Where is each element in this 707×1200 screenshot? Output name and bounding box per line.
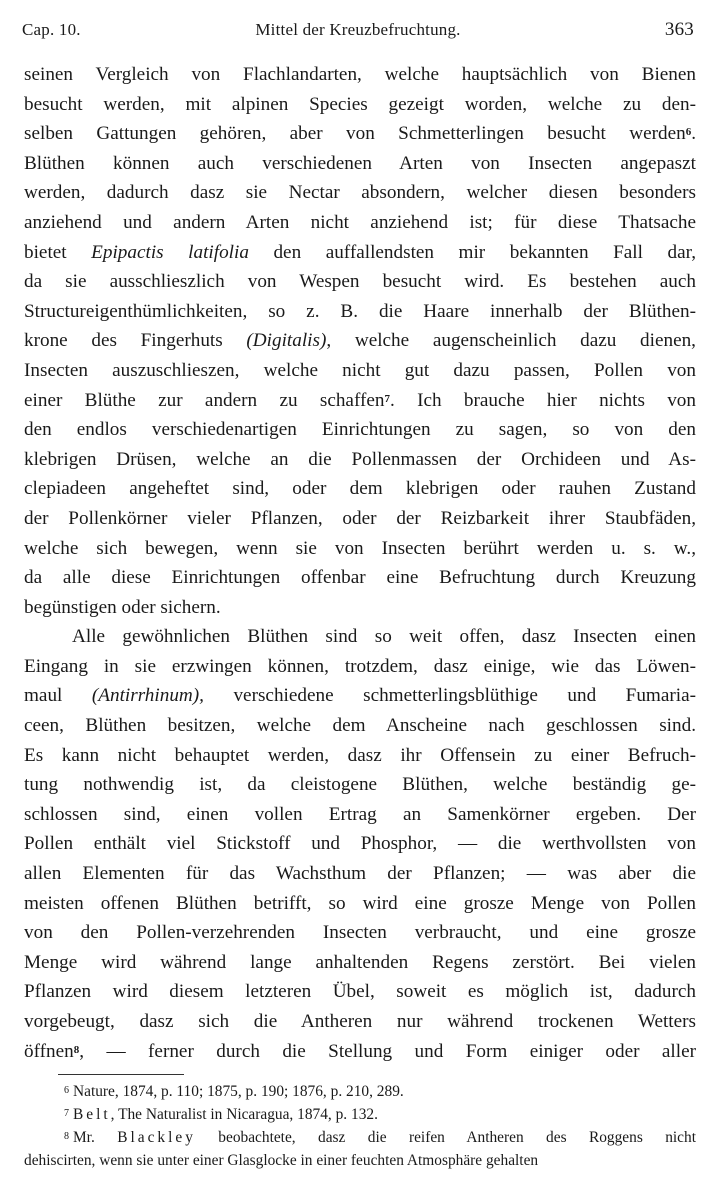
text-line bbox=[24, 474, 696, 504]
text-line bbox=[24, 800, 696, 830]
text-segment: Es kann nicht behauptet werden, dasz ihr Offensein zu einer Befruch- bbox=[24, 744, 696, 766]
text-segment: verschiedene schmetterlingsblüthige und Fumaria- bbox=[203, 685, 696, 707]
text-line bbox=[24, 1007, 696, 1037]
text-segment: einer Blüthe zur andern zu schaffen bbox=[24, 389, 385, 411]
text-segment: Eingang in sie erzwingen können, trotzdem, dasz einige, wie das Löwen- bbox=[24, 655, 696, 677]
footnote bbox=[24, 1103, 696, 1126]
text-segment: krone des Fingerhuts bbox=[24, 330, 247, 352]
text-line bbox=[24, 178, 696, 208]
text-line bbox=[24, 711, 696, 741]
text-segment: werden, dadurch dasz sie Nectar absondern, welcher diesen besonders bbox=[24, 182, 696, 204]
text-line bbox=[24, 119, 696, 149]
text-line bbox=[24, 356, 696, 386]
footnote bbox=[24, 1126, 696, 1149]
text-segment: Pflanzen wird diesem letzteren Übel, soweit es möglich ist, dadurch bbox=[24, 981, 696, 1003]
text-line bbox=[24, 149, 696, 179]
text-line bbox=[24, 977, 696, 1007]
text-line bbox=[24, 563, 696, 593]
footnote-reference: 8 bbox=[73, 1043, 80, 1056]
text-line bbox=[24, 60, 696, 90]
text-segment: maul bbox=[24, 685, 92, 707]
text-segment: Insecten auszuschlieszen, welche nicht gut dazu passen, Pollen von bbox=[24, 359, 696, 381]
footnote-author: Blackley bbox=[117, 1129, 196, 1146]
text-line bbox=[24, 267, 696, 297]
text-line bbox=[24, 386, 696, 416]
text-segment: seinen Vergleich von Flachlandarten, welche hauptsächlich von Bienen bbox=[24, 64, 696, 85]
text-segment: da sie ausschlieszlich von Wespen besucht wird. Es bestehen auch bbox=[24, 271, 696, 293]
text-line bbox=[24, 889, 696, 919]
text-segment: . Ich brauche hier nichts von bbox=[390, 389, 696, 411]
text-line bbox=[24, 859, 696, 889]
text-line bbox=[24, 593, 696, 623]
text-segment: welche sich bewegen, wenn sie von Insecten berührt werden u. s. w., bbox=[24, 537, 696, 559]
text-segment: clepiadeen angeheftet sind, oder dem klebrigen oder rauhen Zustand bbox=[24, 478, 696, 500]
text-line bbox=[24, 90, 696, 120]
text-segment: öffnen bbox=[24, 1040, 74, 1062]
footnote-rule bbox=[58, 1074, 184, 1075]
text-segment: besucht werden, mit alpinen Species gezeigt worden, welche zu den- bbox=[24, 93, 696, 115]
text-line bbox=[24, 622, 696, 652]
text-segment: den endlos verschiedenartigen Einrichtungen zu sagen, so von den bbox=[24, 419, 696, 441]
footnote-text: dehiscirten, wenn sie unter einer Glasglocke in einer feuchten Atmosphäre gehalten bbox=[24, 1152, 539, 1169]
text-segment: Pollen enthält viel Stickstoff und Phosphor, — die werthvollsten von bbox=[24, 833, 696, 855]
text-line bbox=[24, 297, 696, 327]
text-line bbox=[24, 326, 696, 356]
text-line bbox=[24, 208, 696, 238]
text-line bbox=[24, 1037, 696, 1067]
text-line bbox=[24, 948, 696, 978]
footnote-number: 7 bbox=[64, 1108, 69, 1119]
text-segment: den auffallendsten mir bekannten Fall dar, bbox=[248, 241, 696, 263]
text-segment: Menge wird während lange anhaltenden Regens zerstört. Bei vielen bbox=[24, 951, 696, 973]
text-line bbox=[24, 445, 696, 475]
text-segment: anziehend und andern Arten nicht anziehend ist; für diese Thatsache bbox=[24, 211, 696, 233]
text-line bbox=[24, 918, 696, 948]
text-line bbox=[24, 415, 696, 445]
text-segment: schlossen sind, einen vollen Ertrag an Samenkörner ergeben. Der bbox=[24, 803, 696, 825]
footnote-text: Nature, 1874, p. 110; 1875, p. 190; 1876, p. 210, 289. bbox=[73, 1083, 404, 1100]
footnote bbox=[24, 1080, 696, 1103]
footnote-number: 8 bbox=[64, 1131, 69, 1142]
running-head bbox=[22, 20, 694, 42]
text-segment: da alle diese Einrichtungen offenbar eine Befruchtung durch Kreuzung bbox=[24, 567, 696, 589]
text-segment: , — ferner durch die Stellung und Form einiger oder aller bbox=[79, 1040, 696, 1062]
footnote-continuation bbox=[24, 1149, 696, 1172]
footnote-text: beobachtete, dasz die reifen Antheren des Roggens nicht bbox=[195, 1129, 696, 1146]
footnote-prefix: Mr. bbox=[73, 1129, 118, 1146]
text-segment: . bbox=[691, 123, 696, 145]
footnote-number: 6 bbox=[64, 1085, 69, 1096]
footnotes bbox=[24, 1080, 696, 1172]
text-line bbox=[24, 238, 696, 268]
text-segment: bietet bbox=[24, 241, 92, 263]
page-number: 363 bbox=[664, 19, 694, 40]
text-segment: Blüthen können auch verschiedenen Arten von Insecten angepaszt bbox=[24, 152, 696, 174]
text-segment: selben Gattungen gehören, aber von Schmetterlingen besucht werden bbox=[24, 123, 686, 145]
text-line bbox=[24, 681, 696, 711]
italic-text: (Digitalis) bbox=[246, 330, 327, 352]
text-segment: begünstigen oder sichern. bbox=[24, 596, 221, 618]
italic-text: Epipactis latifolia bbox=[91, 241, 249, 263]
text-segment: meisten offenen Blüthen betrifft, so wird eine grosze Menge von Pollen bbox=[24, 892, 696, 914]
text-segment: von den Pollen-verzehrenden Insecten verbraucht, und eine grosze bbox=[24, 922, 696, 944]
text-segment: der Pollenkörner vieler Pflanzen, oder der Reizbarkeit ihrer Staubfäden, bbox=[24, 507, 696, 529]
text-line bbox=[24, 504, 696, 534]
text-segment: vorgebeugt, dasz sich die Antheren nur während trockenen Wetters bbox=[24, 1011, 696, 1032]
text-segment: Structureigenthümlichkeiten, so z. B. die Haare innerhalb der Blüthen- bbox=[24, 300, 696, 322]
chapter-label: Cap. 10. bbox=[22, 20, 81, 39]
text-line bbox=[24, 652, 696, 682]
footnote-reference: 6 bbox=[685, 126, 692, 139]
text-segment: tung nothwendig ist, da cleistogene Blüthen, welche beständig ge- bbox=[24, 774, 696, 796]
running-title: Mittel der Kreuzbefruchtung. bbox=[255, 20, 461, 39]
footnote-author: Belt bbox=[73, 1106, 111, 1123]
italic-text: (Antirrhinum), bbox=[91, 685, 204, 707]
text-line bbox=[24, 770, 696, 800]
text-segment: klebrigen Drüsen, welche an die Pollenmassen der Orchideen und As- bbox=[24, 448, 696, 470]
body-text bbox=[24, 60, 696, 1066]
text-segment: Alle gewöhnlichen Blüthen sind so weit offen, dasz Insecten einen bbox=[72, 626, 696, 648]
text-segment: , welche augenscheinlich dazu dienen, bbox=[326, 330, 696, 352]
text-segment: allen Elementen für das Wachsthum der Pflanzen; — was aber die bbox=[24, 863, 696, 885]
text-line bbox=[24, 829, 696, 859]
footnote-text: , The Naturalist in Nicaragua, 1874, p. 132. bbox=[110, 1106, 378, 1123]
text-segment: ceen, Blüthen besitzen, welche dem Anscheine nach geschlossen sind. bbox=[24, 715, 696, 737]
text-line bbox=[24, 534, 696, 564]
footnote-reference: 7 bbox=[384, 392, 390, 405]
text-line bbox=[24, 741, 696, 771]
